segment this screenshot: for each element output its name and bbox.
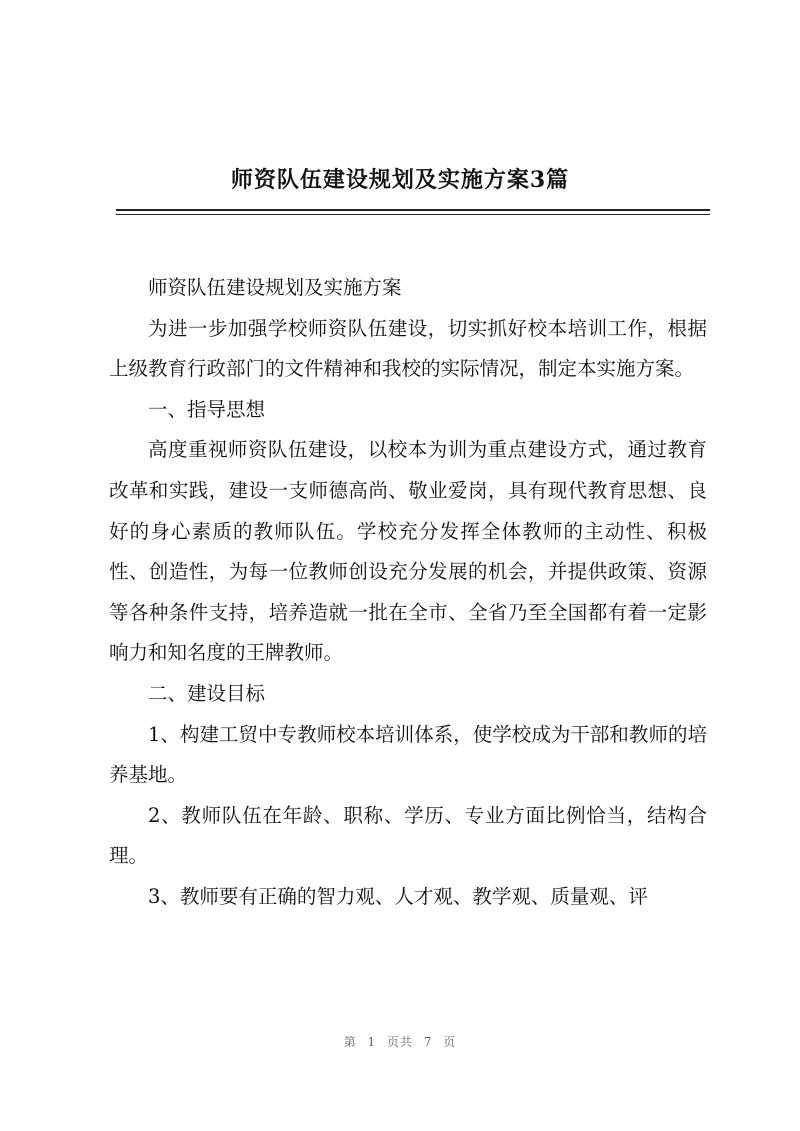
body-paragraph: 高度重视师资队伍建设，以校本为训为重点建设方式，通过教育改革和实践，建设一支师德高尚、敬业爱岗，具有现代教育思想、良好的身心素质的教师队伍。学校充分发挥全体教师的主动性、积极性、创造性，为每一位教师创设充分发展的机会，并提供政策、资源等各种条件支持，培养造就一批在全市、全省乃至全国都有着一定影响力和知名度的王牌教师。 [109,438,707,665]
title-divider-thin [116,214,710,215]
page-number: 第 1 页共 7 页 [343,1035,457,1049]
document-body [109,268,707,918]
title-divider-thick [116,209,710,211]
section-heading: 二、建设目标 [148,681,266,705]
body-paragraph: 2、教师队伍在年龄、职称、学历、专业方面比例恰当，结构合理。 [109,803,707,868]
body-paragraph: 为进一步加强学校师资队伍建设，切实抓好校本培训工作，根据上级教育行政部门的文件精神和我校的实际情况，制定本实施方案。 [109,316,707,381]
document-title: 师资队伍建设规划及实施方案3篇 [230,167,570,193]
body-paragraph: 师资队伍建设规划及实施方案 [148,276,402,299]
body-paragraph: 1、构建工贸中专教师校本培训体系，使学校成为干部和教师的培养基地。 [109,722,707,787]
section-heading: 一、指导思想 [148,397,266,421]
body-paragraph: 3、教师要有正确的智力观、人才观、教学观、质量观、评 [148,884,648,908]
